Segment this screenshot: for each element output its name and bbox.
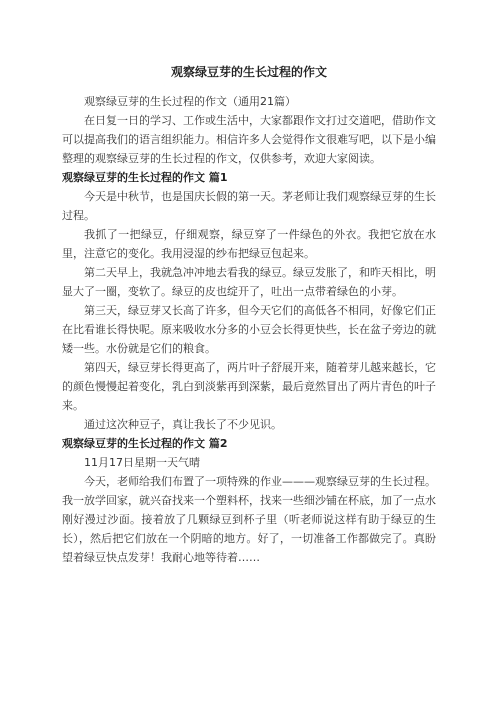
paragraph: 11月17日星期一天气晴 [84,456,200,469]
paragraph: 今天，老师给我们布置了一项特殊的作业———观察绿豆芽的生长过程。我一放学回家，就兴奋找来一个塑料杯，找来一些细沙铺在杯底，加了一点水刚好漫过沙面。接着放了几颗绿豆到杯子里（听老师说这样有助于绿豆的生长），然后把它们放在一个阴暗的地方。好了，一切准备工作都做完了。真盼望着绿豆快点发芽！我耐心地等待着…… [62,475,436,564]
paragraph: 第三天，绿豆芽又长高了许多，但今天它们的高低各不相同，好像它们正在比看谁长得快呢。原来吸收水分多的小豆会长得更快些，长在盆子旁边的就矮一些。水份就是它们的粮食。 [62,304,436,355]
paragraph: 我抓了一把绿豆，仔细观察，绿豆穿了一件绿色的外衣。我把它放在水里，注意它的变化。我用浸湿的纱布把绿豆包起来。 [62,228,436,260]
section-heading: 观察绿豆芽的生长过程的作文 篇2 [62,437,228,450]
document-title: 观察绿豆芽的生长过程的作文 [170,65,327,79]
paragraph: 在日复一日的学习、工作或生活中，大家都跟作文打过交道吧，借助作文可以提高我们的语言组织能力。相信许多人会觉得作文很难写吧，以下是小编整理的观察绿豆芽的生长过程的作文，仅供参考，欢迎大家阅读。 [62,114,436,165]
paragraph: 观察绿豆芽的生长过程的作文（通用21篇） [84,95,296,108]
paragraph: 第二天早上，我就急冲冲地去看我的绿豆。绿豆发胀了，和昨天相比，明显大了一圈，变软了。绿豆的皮也绽开了，吐出一点带着绿色的小芽。 [62,266,436,298]
paragraph: 第四天，绿豆芽长得更高了，两片叶子舒展开来，随着芽儿越来越长，它的颜色慢慢起着变化，乳白到淡紫再到深紫，最后竟然冒出了两片青色的叶子来。 [62,361,436,412]
paragraph: 通过这次种豆子，真让我长了不少见识。 [84,418,282,431]
section-heading: 观察绿豆芽的生长过程的作文 篇1 [62,171,228,184]
paragraph: 今天是中秋节，也是国庆长假的第一天。茅老师让我们观察绿豆芽的生长过程。 [62,190,436,222]
document-body [62,92,436,567]
